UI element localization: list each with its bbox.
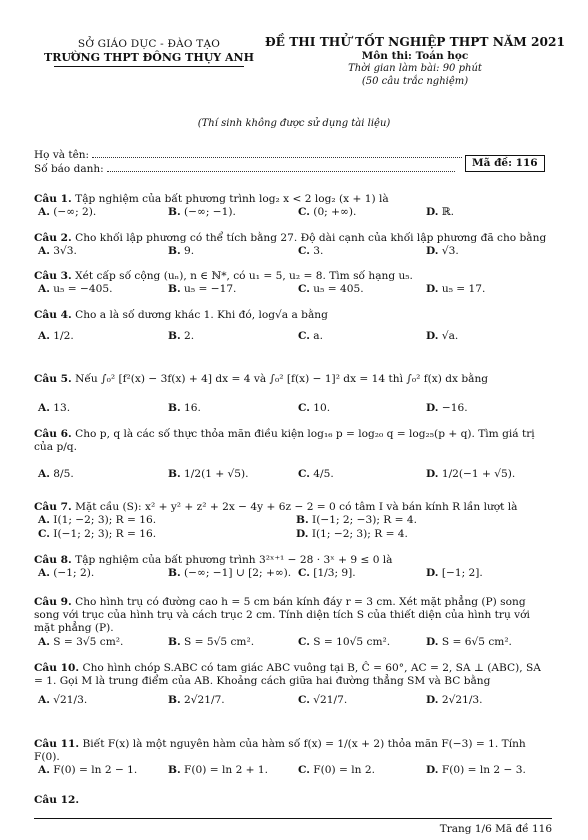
option-a[interactable]: A. S = 3√5 cm². [38, 635, 124, 648]
option-b[interactable]: B. 9. [168, 245, 195, 258]
exam-title: ĐỀ THI THỬ TỐT NGHIỆP THPT NĂM 2021 [265, 35, 565, 49]
question-6 [34, 428, 552, 482]
question-11 [34, 738, 552, 778]
exam-question-count: (50 câu trắc nghiệm) [361, 75, 469, 87]
question-label: Câu 6. [34, 428, 72, 440]
question-stem: Cho a là số dương khác 1. Khi đó, log√a a bằng [75, 309, 328, 321]
header-right [260, 35, 570, 88]
question-9 [34, 596, 552, 650]
option-d[interactable]: D. 2√21/3. [426, 694, 483, 707]
question-stem: Tập nghiệm của bất phương trình 3²ˣ⁺¹ − 28 · 3ˣ + 9 ≤ 0 là [75, 554, 393, 566]
department-name: SỞ GIÁO DỤC - ĐÀO TẠO [77, 38, 221, 50]
footer-divider [34, 818, 552, 819]
option-b[interactable]: B. 2√21/7. [168, 694, 225, 707]
option-d[interactable]: D. −16. [426, 402, 468, 415]
option-b[interactable]: B. 1/2(1 + √5). [168, 468, 249, 481]
exam-code-box: Mã đề: 116 [465, 155, 545, 172]
question-stem: Cho p, q là các số thực thỏa mãn điều kiện log₁₆ p = log₂₀ q = log₂₅(p + q). Tìm giá trị của p/q. [34, 428, 535, 454]
option-b[interactable]: B. F(0) = ln 2 + 1. [168, 764, 269, 777]
option-a[interactable]: A. I(1; −2; 3); R = 16. [38, 514, 157, 527]
option-c[interactable]: C. [1/3; 9]. [298, 567, 356, 580]
option-c[interactable]: C. (0; +∞). [298, 206, 357, 219]
question-4 [34, 309, 552, 344]
option-a[interactable]: A. u₅ = −405. [38, 283, 113, 296]
question-label: Câu 1. [34, 193, 72, 205]
option-a[interactable]: A. (−∞; 2). [38, 206, 97, 219]
name-label: Họ và tên: [34, 149, 90, 161]
option-b[interactable]: B. S = 5√5 cm². [168, 635, 255, 648]
option-c[interactable]: C. a. [298, 330, 323, 343]
school-underline [54, 66, 244, 67]
question-stem: Nếu ∫₀² [f²(x) − 3f(x) + 4] dx = 4 và ∫₀² [f(x) − 1]² dx = 14 thì ∫₀² f(x) dx bằng [75, 373, 489, 385]
option-c[interactable]: C. 4/5. [298, 468, 334, 481]
option-c[interactable]: C. √21/7. [298, 694, 348, 707]
school-name: TRƯỜNG THPT ĐÔNG THỤY ANH [44, 51, 254, 65]
option-a[interactable]: A. (−1; 2). [38, 567, 95, 580]
question-stem: Cho hình trụ có đường cao h = 5 cm bán kính đáy r = 3 cm. Xét mặt phẳng (P) song song với trục của hình trụ và cách trục 2 cm. Tính diện tích S của thiết diện của hình trụ với mặt phẳng (P). [34, 596, 530, 635]
option-c[interactable]: C. 10. [298, 402, 331, 415]
option-a[interactable]: A. 13. [38, 402, 71, 415]
question-7 [34, 501, 552, 542]
option-d[interactable]: D. S = 6√5 cm². [426, 635, 512, 648]
question-label: Câu 4. [34, 309, 72, 321]
page-footer: Trang 1/6 Mã đề 116 [439, 823, 552, 835]
option-c[interactable]: C. F(0) = ln 2. [298, 764, 375, 777]
option-b[interactable]: B. u₅ = −17. [168, 283, 237, 296]
question-label: Câu 11. [34, 738, 80, 750]
question-label: Câu 3. [34, 270, 72, 282]
question-8 [34, 554, 552, 581]
question-1 [34, 193, 552, 220]
question-stem: Cho khối lập phương có thể tích bằng 27. Độ dài cạnh của khối lập phương đã cho bằng [75, 232, 547, 244]
option-a[interactable]: A. 3√3. [38, 245, 77, 258]
option-d[interactable]: D. √3. [426, 245, 459, 258]
question-label: Câu 12. [34, 794, 80, 806]
question-10 [34, 662, 552, 708]
option-d[interactable]: D. √a. [426, 330, 459, 343]
question-stem: Biết F(x) là một nguyên hàm của hàm số f(x) = 1/(x + 2) thỏa mãn F(−3) = 1. Tính F(0). [34, 738, 526, 764]
candidate-info [34, 148, 462, 176]
option-a[interactable]: A. √21/3. [38, 694, 88, 707]
question-3 [34, 270, 552, 297]
option-c[interactable]: C. 3. [298, 245, 324, 258]
name-field[interactable] [92, 148, 462, 158]
option-d[interactable]: D. F(0) = ln 2 − 3. [426, 764, 526, 777]
id-label: Số báo danh: [34, 163, 104, 175]
question-2 [34, 232, 552, 259]
question-stem: Xét cấp số cộng (uₙ), n ∈ ℕ*, có u₁ = 5, u₂ = 8. Tìm số hạng u₅. [75, 270, 413, 282]
question-label: Câu 8. [34, 554, 72, 566]
question-label: Câu 5. [34, 373, 72, 385]
option-d[interactable]: D. 1/2(−1 + √5). [426, 468, 516, 481]
exam-time: Thời gian làm bài: 90 phút [348, 63, 482, 75]
question-label: Câu 7. [34, 501, 72, 513]
option-d[interactable]: D. u₅ = 17. [426, 283, 486, 296]
exam-subject: Môn thi: Toán học [361, 50, 469, 63]
question-label: Câu 2. [34, 232, 72, 244]
option-b[interactable]: B. 16. [168, 402, 201, 415]
option-c[interactable]: C. I(−1; 2; 3); R = 16. [38, 528, 157, 541]
question-5 [34, 373, 552, 416]
option-b[interactable]: B. (−∞; −1). [168, 206, 236, 219]
option-d[interactable]: D. I(1; −2; 3); R = 4. [296, 528, 408, 541]
header-left [34, 38, 264, 67]
option-a[interactable]: A. F(0) = ln 2 − 1. [38, 764, 138, 777]
option-c[interactable]: C. u₅ = 405. [298, 283, 364, 296]
option-b[interactable]: B. (−∞; −1] ∪ [2; +∞). [168, 567, 292, 580]
option-d[interactable]: D. [−1; 2]. [426, 567, 483, 580]
id-field[interactable] [107, 162, 455, 172]
option-d[interactable]: D. ℝ. [426, 206, 455, 219]
option-c[interactable]: C. S = 10√5 cm². [298, 635, 391, 648]
question-12 [34, 794, 552, 807]
question-label: Câu 10. [34, 662, 80, 674]
option-b[interactable]: B. I(−1; 2; −3); R = 4. [296, 514, 417, 527]
exam-note: (Thí sinh không được sử dụng tài liệu) [197, 118, 391, 129]
option-a[interactable]: A. 1/2. [38, 330, 74, 343]
question-stem: Cho hình chóp S.ABC có tam giác ABC vuông tại B, Ĉ = 60°, AC = 2, SA ⊥ (ABC), SA = 1. Gọi M là trung điểm của AB. Khoảng cách giữa hai đường thẳng SM và BC bằng [34, 662, 541, 688]
option-b[interactable]: B. 2. [168, 330, 195, 343]
option-a[interactable]: A. 8/5. [38, 468, 74, 481]
question-stem: Tập nghiệm của bất phương trình log₂ x < 2 log₂ (x + 1) là [75, 193, 389, 205]
question-label: Câu 9. [34, 596, 72, 608]
question-stem: Mặt cầu (S): x² + y² + z² + 2x − 4y + 6z − 2 = 0 có tâm I và bán kính R lần lượt là [75, 501, 518, 513]
